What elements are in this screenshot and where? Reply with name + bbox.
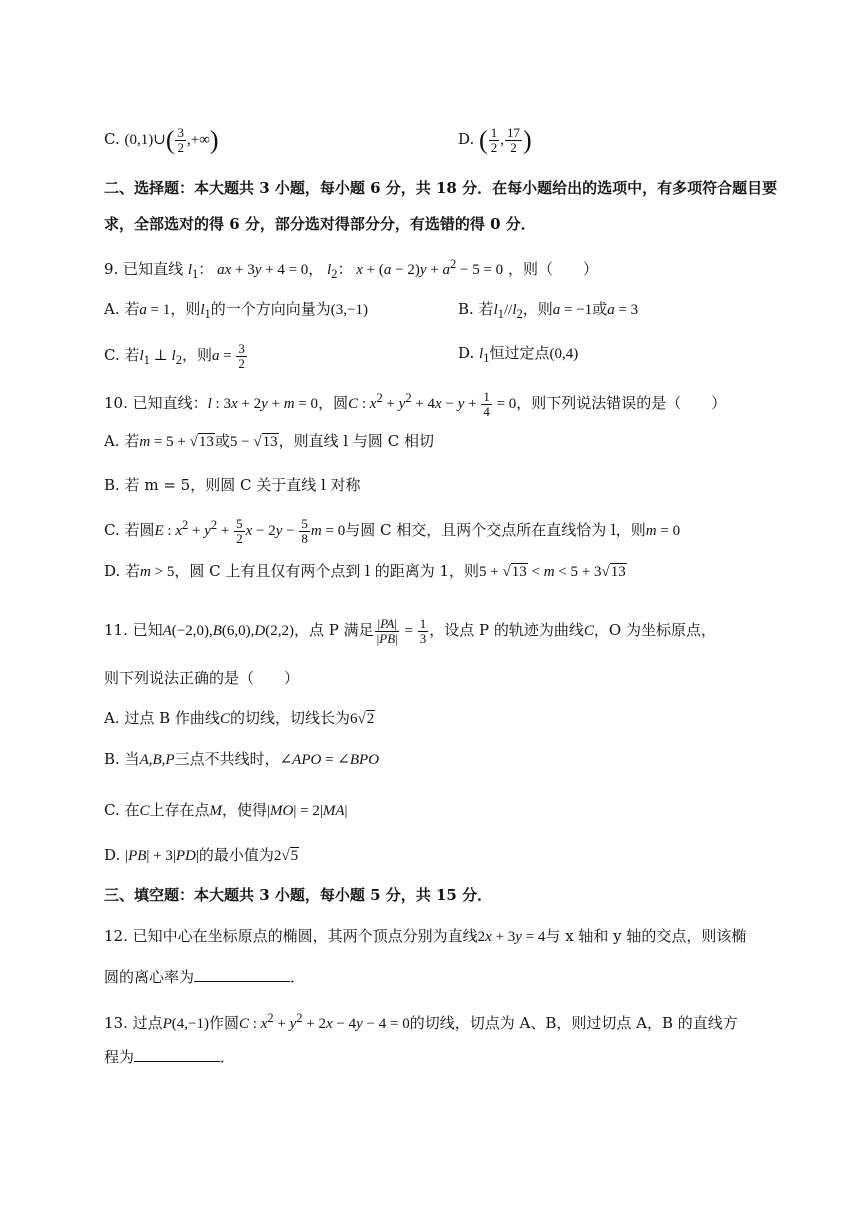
question-text: 13. 过点 — [104, 1014, 163, 1032]
option-text: ，圆 C 上有且仅有两个点到 l 的距离为 1，则 — [174, 562, 480, 580]
section3-heading: 三、填空题：本大题共 3 小题，每小题 5 分，共 15 分． — [104, 886, 493, 904]
math-expression: $l_1//l_2$ — [493, 302, 523, 321]
q11-option-a — [104, 707, 375, 730]
math-expression: C — [139, 803, 150, 819]
option-label: A. 若 — [104, 300, 140, 318]
option-label: C. — [104, 129, 120, 148]
math-expression: a = 3 — [607, 302, 639, 318]
q11-stem — [104, 617, 716, 646]
q9-option-c — [104, 342, 248, 371]
question-number: 9. 已知直线 — [104, 260, 184, 278]
math-expression: C — [219, 711, 230, 727]
math-expression: m = 0 — [645, 523, 681, 539]
question-text: 程为 — [104, 1048, 135, 1066]
math-expression: $l_1$ — [200, 302, 211, 321]
option-text: ，则直线 l 与圆 C 相切 — [278, 432, 434, 450]
q10-option-b: B. 若 m = 5，则圆 C 关于直线 l 对称 — [104, 476, 361, 494]
option-text: 恒过定点 — [489, 344, 550, 362]
math-expression: C : $x^2 + y^2 + 4x - y$ + $\frac{1}{4}$ = 0 — [348, 389, 517, 420]
q8-option-d — [458, 126, 532, 155]
option-label: C. 在 — [104, 801, 140, 819]
option-text: ，则 — [170, 300, 201, 318]
question-text: ． — [220, 1048, 236, 1066]
option-label: A. 若 — [104, 432, 140, 450]
option-label: B. 若 — [458, 300, 494, 318]
question-text: ，设点 P 的轨迹为曲线 — [429, 620, 584, 639]
math-expression: 2√5 — [273, 848, 299, 864]
question-text: 圆的离心率为 — [104, 968, 195, 986]
option-label: D. — [458, 129, 475, 148]
math-expression: a = −1 — [552, 302, 593, 318]
option-text: 或 — [214, 432, 230, 450]
math-expression: 2x + 3y = 4 — [477, 929, 546, 945]
q10-stem — [104, 387, 726, 419]
math-expression: 5 − √13 — [229, 434, 278, 450]
option-text: 与圆 C 相交，且两个交点所在直线恰为 l，则 — [345, 521, 646, 539]
math-expression: P(4,−1) — [162, 1016, 209, 1032]
math-expression: A,B,P — [139, 752, 175, 768]
math-expression: m = 5 + √13 — [139, 434, 214, 450]
math-expression: (3,−1) — [330, 302, 368, 318]
question-tail: ，则（ ） — [507, 260, 598, 278]
q8-option-c — [104, 126, 219, 155]
q13-stem-line2 — [104, 1046, 235, 1068]
q9-option-b — [458, 298, 638, 325]
q11-stem-line2: 则下列说法正确的是（ ） — [104, 669, 300, 687]
math-expression: $l_1$ — [479, 346, 490, 365]
math-expression: a = 1 — [139, 302, 171, 318]
math-expression: |PB| + 3|PD| — [125, 848, 199, 864]
option-text: ，则 — [522, 300, 553, 318]
answer-blank[interactable] — [194, 967, 290, 982]
question-text: ，点 P 满足 — [294, 620, 374, 639]
option-text: 的最小值为 — [198, 846, 274, 864]
math-expression: ∠APO = ∠BPO — [279, 752, 380, 768]
option-label: D. — [104, 846, 121, 864]
q10-option-d — [104, 560, 627, 583]
math-expression: m > 5 — [140, 564, 175, 580]
question-text: 12. 已知中心在坐标原点的椭圆，其两个顶点分别为直线 — [104, 927, 478, 945]
q9-stem — [104, 253, 598, 285]
option-text: 或 — [592, 300, 608, 318]
question-number: 10. 已知直线： — [104, 394, 208, 412]
question-tail: ，则下列说法错误的是（ ） — [516, 394, 727, 412]
math-expression: (0,1)∪( $\frac{3}{2}$ ,+∞) — [124, 125, 219, 155]
option-label: B. 当 — [104, 750, 140, 768]
q12-stem — [104, 925, 746, 948]
option-label: C. 若圆 — [104, 521, 155, 539]
math-expression: $l_1$： ax + 3y + 4 = 0， $l_2$： $x + (a - 2)y + a^2 - 5 = 0$ — [187, 257, 504, 281]
question-text: 与 x 轴和 y 轴的交点，则该椭 — [545, 927, 747, 945]
math-expression: 5 + √13 < m < 5 + 3√13 — [479, 564, 626, 580]
q11-option-d — [104, 844, 299, 867]
math-expression: |MO| = 2|MA| — [267, 803, 348, 819]
q9-option-d — [458, 342, 578, 369]
question-text: 作圆 — [209, 1014, 240, 1032]
math-expression: 6√2 — [349, 711, 375, 727]
question-text: 的切线，切点为 A、B，则过切点 A，B 的直线方 — [409, 1014, 738, 1032]
math-expression: E : $x^2 + y^2$ + $\frac{5}{2}$ x − 2y − $\frac{5}{8}$ m = 0 — [154, 516, 346, 547]
q10-option-c — [104, 514, 680, 546]
math-expression: ( $\frac{1}{2}$ , $\frac{17}{2}$ ) — [479, 125, 532, 155]
question-number: 11. 已知 — [104, 620, 163, 639]
q11-option-b — [104, 748, 379, 771]
option-text: A. 过点 B 作曲线 — [104, 709, 220, 727]
math-expression: C — [583, 622, 594, 639]
math-expression: M — [209, 803, 223, 819]
option-text: ，则 — [181, 345, 212, 364]
option-text: 的一个方向向量为 — [210, 300, 331, 318]
question-text: ，圆 — [318, 394, 349, 412]
option-label: C. 若 — [104, 345, 140, 364]
answer-blank[interactable] — [134, 1047, 220, 1062]
math-expression: $l_1$ ⊥ $l_2$ — [139, 347, 182, 367]
math-expression: a = $\frac{3}{2}$ — [211, 341, 245, 371]
section2-heading-line1: 二、选择题：本大题共 3 小题，每小题 6 分，共 18 分．在每小题给出的选项中，有多项符合题目要 — [104, 179, 778, 197]
question-text: ． — [290, 968, 306, 986]
option-text: 上存在点 — [149, 801, 210, 819]
math-expression: A(−2,0),B(6,0),D(2,2) — [162, 622, 295, 639]
math-expression: $\frac{|PA|}{|PB|}$ = $\frac{1}{3}$ — [376, 616, 427, 646]
option-label: D. 若 — [104, 562, 141, 580]
option-label: D. — [458, 344, 475, 362]
q10-option-a — [104, 430, 434, 453]
math-expression: C : $x^2 + y^2 + 2x - 4y - 4 = 0$ — [239, 1011, 410, 1032]
q9-option-a — [104, 298, 368, 325]
math-expression: l : 3x + 2y + m = 0 — [207, 396, 319, 412]
question-text: ，O 为坐标原点， — [593, 620, 716, 639]
math-expression: (0,4) — [549, 346, 579, 362]
q12-stem-line2 — [104, 966, 305, 988]
q13-stem — [104, 1007, 738, 1035]
section2-heading-line2: 求，全部选对的得 6 分，部分选对得部分分，有选错的得 0 分． — [104, 215, 536, 233]
option-text: ，使得 — [222, 801, 268, 819]
q11-option-c — [104, 799, 348, 822]
option-text: 的切线，切线长为 — [229, 709, 350, 727]
option-text: 三点不共线时， — [174, 750, 280, 768]
